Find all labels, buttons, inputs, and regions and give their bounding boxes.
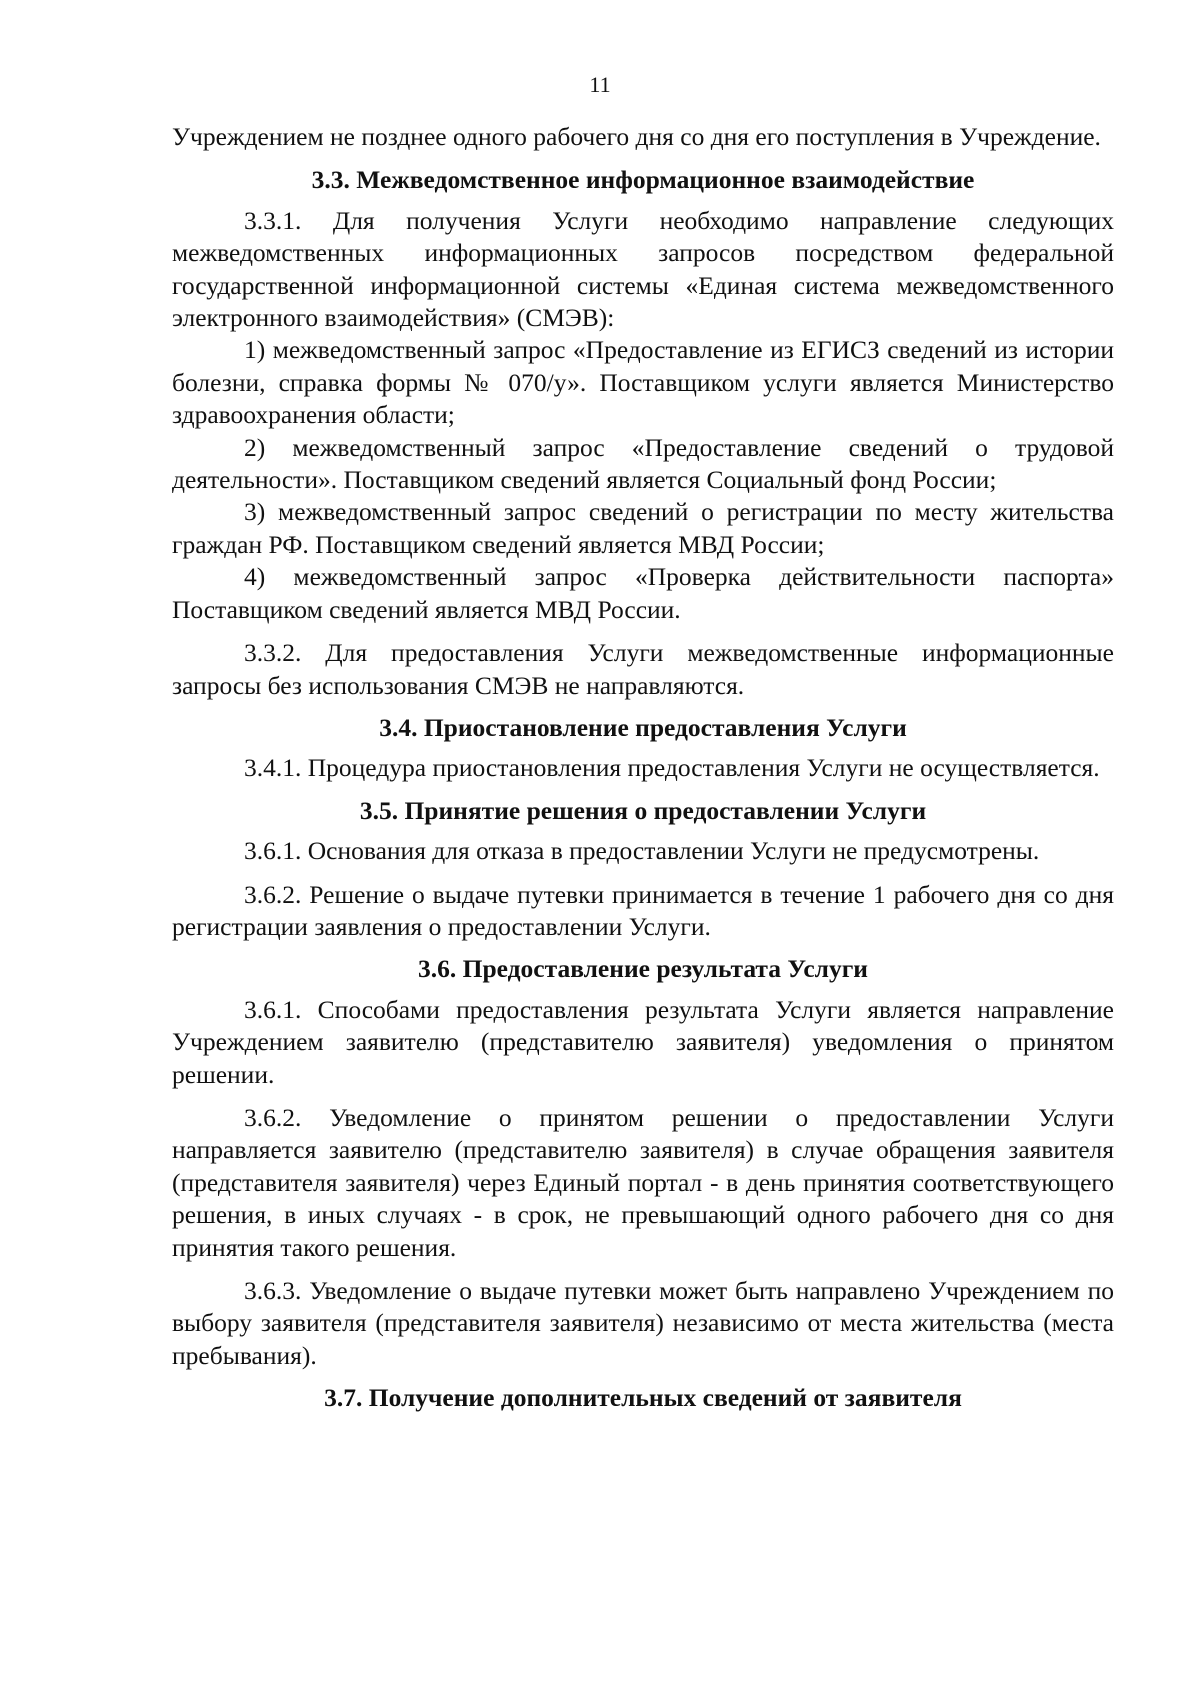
- paragraph-3-6-1-result: 3.6.1. Способами предоставления результата Услуги является направление Учреждением заявителю (представителю заявителя) уведомления о принятом решении.: [172, 994, 1114, 1089]
- paragraph-continuation: Учреждением не позднее одного рабочего дня со дня его поступления в Учреждение.: [172, 122, 1101, 151]
- section-heading-3-6: 3.6. Предоставление результата Услуги: [418, 954, 868, 984]
- section-heading-3-4: 3.4. Приостановление предоставления Услуги: [379, 712, 907, 742]
- list-item-2: 2) межведомственный запрос «Предоставление сведений о трудовой деятельности». Поставщиком сведений является Социальный фонд России;: [172, 432, 1114, 495]
- section-heading-3-3: 3.3. Межведомственное информационное взаимодействие: [311, 165, 975, 195]
- paragraph-3-6-2-notification: 3.6.2. Уведомление о принятом решении о предоставлении Услуги направляется заявителю (представителю заявителя) в случае обращения заявителя (представителя заявителя) через Единый портал - в день принятия соответствующего решения, в иных случаях - в срок, не превышающий одного рабочего дня со дня принятия такого решения.: [172, 1102, 1114, 1262]
- list-item-1: 1) межведомственный запрос «Предоставление из ЕГИСЗ сведений из истории болезни, справка формы № 070/у». Поставщиком услуги является Министерство здравоохранения области;: [172, 335, 1114, 430]
- paragraph-3-3-2: 3.3.2. Для предоставления Услуги межведомственные информационные запросы без использования СМЭВ не направляются.: [172, 638, 1114, 700]
- section-heading-3-7: 3.7. Получение дополнительных сведений от заявителя: [324, 1383, 962, 1413]
- page-number: 11: [589, 72, 611, 97]
- paragraph-3-4-1: 3.4.1. Процедура приостановления предоставления Услуги не осуществляется.: [244, 753, 1100, 783]
- section-heading-3-5: 3.5. Принятие решения о предоставлении Услуги: [359, 795, 927, 825]
- paragraph-3-6-3: 3.6.3. Уведомление о выдаче путевки может быть направлено Учреждением по выбору заявителя (представителя заявителя) независимо от места жительства (места пребывания).: [172, 1276, 1114, 1370]
- paragraph-3-6-2-decision: 3.6.2. Решение о выдаче путевки принимается в течение 1 рабочего дня со дня регистрации заявления о предоставлении Услуги.: [172, 879, 1114, 941]
- list-item-3: 3) межведомственный запрос сведений о регистрации по месту жительства граждан РФ. Поставщиком сведений является МВД России;: [172, 497, 1114, 559]
- list-item-4: 4) межведомственный запрос «Проверка действительности паспорта» Поставщиком сведений является МВД России.: [172, 562, 1114, 624]
- document-body: [172, 121, 1114, 1423]
- paragraph-3-6-1-refusal: 3.6.1. Основания для отказа в предоставлении Услуги не предусмотрены.: [244, 836, 1040, 866]
- paragraph-3-3-1: 3.3.1. Для получения Услуги необходимо направление следующих межведомственных информационных запросов посредством федеральной государственной информационной системы «Единая система межведомственного электронного взаимодействия» (СМЭВ):: [172, 205, 1114, 333]
